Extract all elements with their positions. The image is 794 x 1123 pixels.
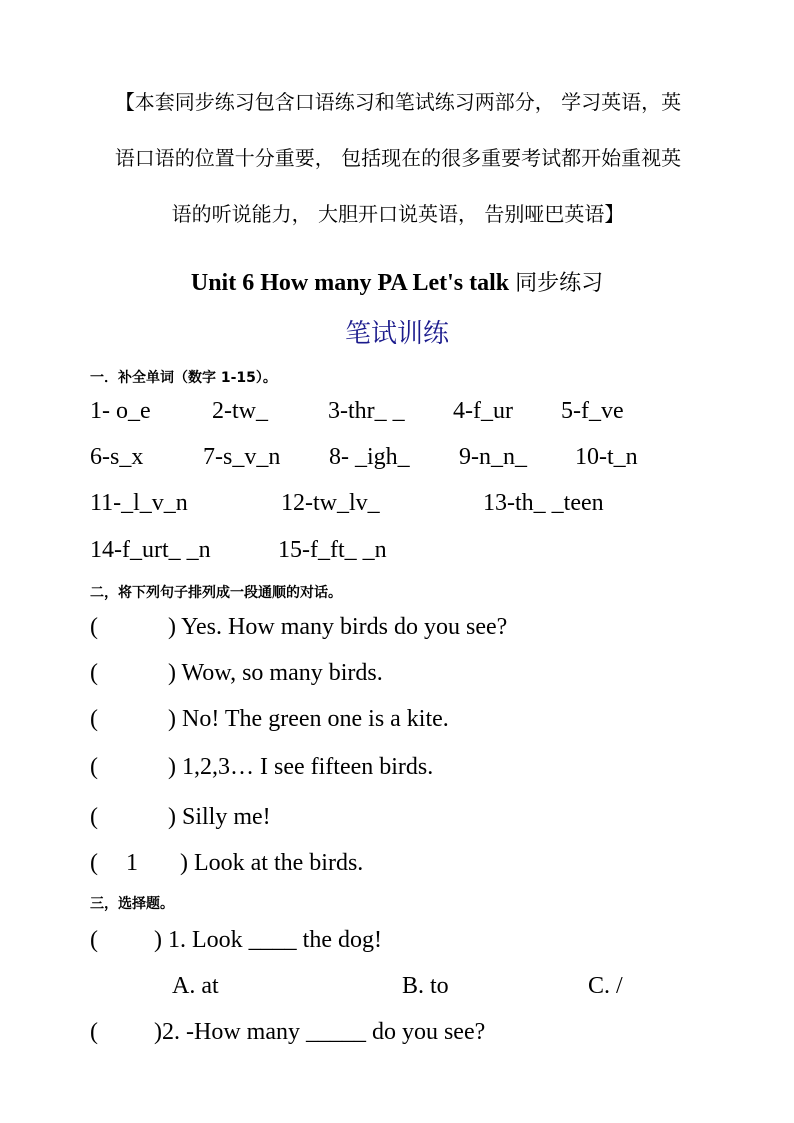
- word-item: 11-_l_v_n: [90, 490, 188, 516]
- section1-heading: 一．补全单词（数字 1-15）。: [90, 370, 277, 386]
- answer-blank[interactable]: 1: [126, 850, 138, 876]
- answer-paren: (: [90, 706, 98, 732]
- answer-paren: (: [90, 660, 98, 686]
- answer-paren[interactable]: (: [90, 1019, 98, 1045]
- word-item: 9-n_n_: [459, 444, 527, 470]
- section2-heading: 二，将下列句子排列成一段通顺的对话。: [90, 585, 342, 601]
- title-chinese: 同步练习: [515, 271, 604, 296]
- word-item: 14-f_urt_ _n: [90, 537, 211, 563]
- word-item: 8- _igh_: [329, 444, 410, 470]
- word-item: 7-s_v_n: [203, 444, 281, 470]
- section3-heading: 三，选择题。: [90, 896, 174, 912]
- dialogue-sentence: ) Yes. How many birds do you see?: [168, 614, 508, 640]
- section-subtitle: 笔试训练: [344, 319, 449, 349]
- option-c[interactable]: C. /: [588, 973, 623, 999]
- answer-paren: (: [90, 614, 98, 640]
- dialogue-sentence: ) 1,2,3… I see fifteen birds.: [168, 754, 434, 780]
- word-item: 2-tw_: [212, 398, 268, 424]
- word-item: 15-f_ft_ _n: [278, 537, 387, 563]
- question-text: ) 1. Look ____ the dog!: [154, 927, 382, 953]
- answer-paren: (: [90, 754, 98, 780]
- title-english: Unit 6 How many PA Let's talk: [190, 270, 510, 296]
- word-item: 6-s_x: [90, 444, 144, 470]
- dialogue-sentence: ) No! The green one is a kite.: [168, 706, 449, 732]
- intro-paragraph: 【本套同步练习包含口语练习和笔试练习两部分， 学习英语，英 语口语的位置十分重要， 包括现在的很多重要考试都开始重视英 语的听说能力， 大胆开口说英语， 告别哑巴英语】: [114, 90, 682, 226]
- option-b[interactable]: B. to: [402, 973, 449, 999]
- word-item: 3-thr_ _: [328, 398, 405, 424]
- dialogue-sentence: ) Wow, so many birds.: [168, 660, 383, 686]
- dialogue-sentence: ) Silly me!: [168, 804, 271, 830]
- answer-paren[interactable]: (: [90, 927, 98, 953]
- word-item: 5-f_ve: [561, 398, 624, 424]
- question-text: )2. -How many _____ do you see?: [154, 1019, 486, 1045]
- word-item: 10-t_n: [575, 444, 638, 470]
- answer-paren: (: [90, 850, 98, 876]
- word-item: 12-tw_lv_: [281, 490, 380, 516]
- word-item: 1- o_e: [90, 398, 151, 424]
- dialogue-sentence: ) Look at the birds.: [180, 850, 364, 876]
- word-item: 4-f_ur: [453, 398, 513, 424]
- answer-paren: (: [90, 804, 98, 830]
- page-title: [0, 266, 794, 297]
- word-item: 13-th_ _teen: [483, 490, 604, 516]
- option-a[interactable]: A. at: [172, 973, 219, 999]
